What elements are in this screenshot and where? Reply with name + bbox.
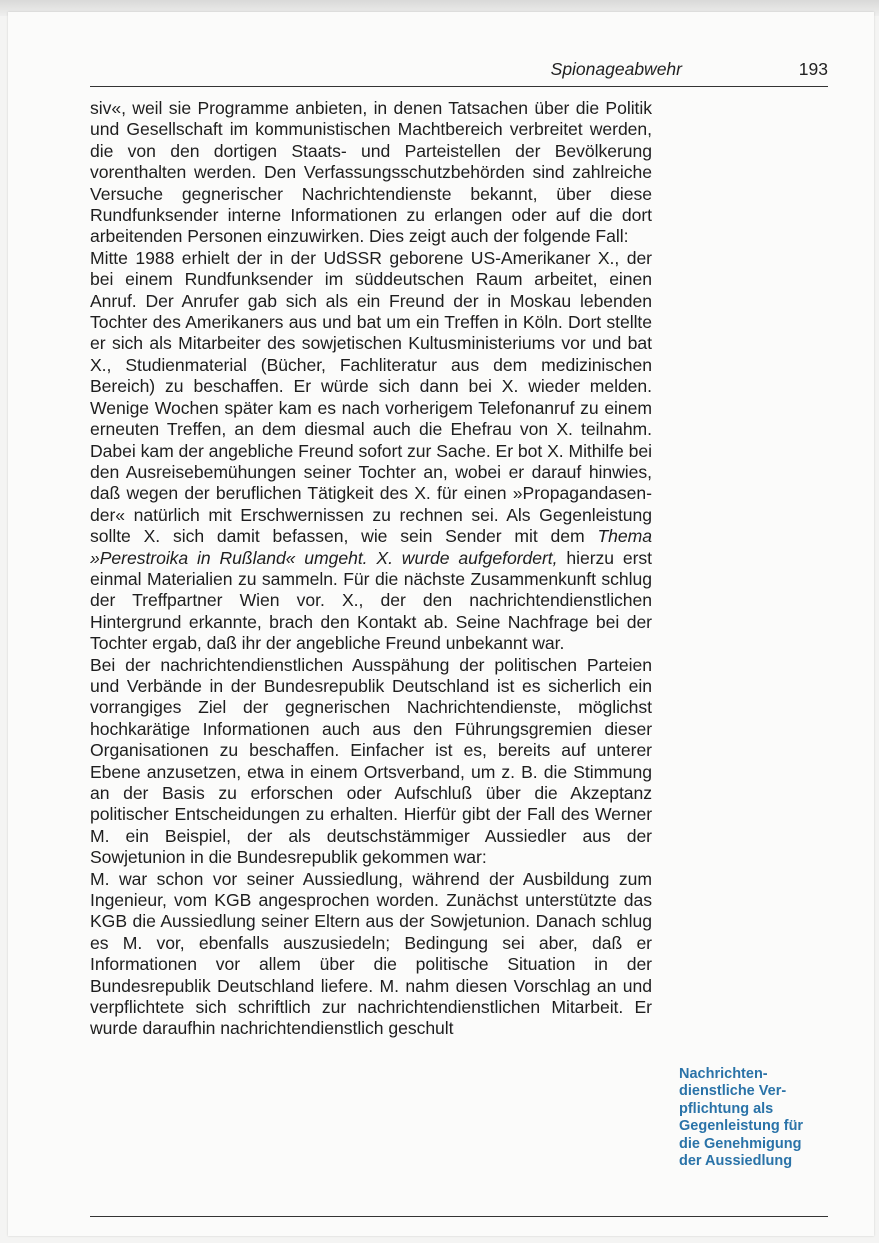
paragraph: siv«, weil sie Programme anbieten, in denen Tatsachen über die Politik und Gesellschaft im kommunistischen Machtbereich verbreitet werden, die von den dortigen Staats- und Parteistellen der Bevölkerung vorenthalten werden. Den Verfassungsschutzbehörden sind zahlreiche Versuche gegnerischer Nachrichtendienste bekannt, über diese Rundfunksender interne Informationen zu erlangen oder auf die dort arbeitenden Personen einzuwirken. Dies zeigt auch der folgende Fall: <box>90 98 652 247</box>
margin-note: Nachrichten- dienstliche Ver- pflichtung als Gegenleistung für die Genehmigung der Aussiedlung <box>679 1066 804 1170</box>
paragraph-text: hierzu erst einmal Materialien zu sammeln. Für die nächste Zusammenkunft schlug der Treffpartner Wien vor. X., der den nachrichtendienstlichen Hintergrund erkannte, brach den Kontakt ab. Seine Nachfrage bei der Tochter ergab, daß ihr der angebliche Freund unbekannt war. <box>90 547 652 654</box>
paragraph: Bei der nachrichtendienstlichen Ausspähung der politischen Parteien und Verbände in der Bundesrepublik Deutschland ist es sicherlich ein vorrangiges Ziel der gegnerischen Nachrichtendienste, möglichst hochkarätige Informationen auch aus den Führungsgremien dieser Organisationen zu beschaffen. Einfacher ist es, bereits auf unterer Ebene anzusetzen, etwa in einem Ortsverband, um z. B. die Stimmung an der Basis zu erforschen oder Aufschluß über die Akzeptanz politischer Entscheidungen zu erhalten. Hierfür gibt der Fall des Werner M. ein Beispiel, der als deutschstämmiger Aussiedler aus der Sowjetunion in die Bundesrepublik gekommen war: <box>90 654 652 868</box>
footer-rule <box>90 1216 828 1217</box>
paragraph: M. war schon vor seiner Aussiedlung, während der Ausbildung zum Ingenieur, vom KGB angesprochen worden. Zunächst unterstützte das KGB die Aussiedlung seiner Eltern aus der Sowjetunion. Danach schlug es M. vor, ebenfalls auszusiedeln; Bedingung sei aber, daß er Informationen vor allem über die politische Situation in der Bundesrepublik Deutschland liefere. M. nahm diesen Vorschlag an und verpflichtete sich schriftlich zur nachrichtendienstlichen Mitarbeit. Er wurde daraufhin nachrichtendienstlich geschult <box>90 868 652 1039</box>
italic-phrase: Thema »Perestroika in Rußland« umgeht. X. wurde aufgefordert, <box>90 526 652 568</box>
paragraph <box>90 248 652 655</box>
header-rule <box>90 86 828 87</box>
body-text <box>90 98 652 1040</box>
page-number: 193 <box>798 59 828 79</box>
running-title: Spionageabwehr <box>550 59 682 79</box>
paragraph-text: Mitte 1988 erhielt der in der UdSSR geborene US-Amerikaner X., der bei einem Rundfunksender im süddeutschen Raum arbeitet, einen Anruf. Der Anrufer gab sich als ein Freund der in Moskau lebenden Tochter des Amerikaners aus und bat um ein Treffen in Köln. Dort stellte er sich als Mitarbeiter des sowjetischen Kultusministeriums vor und bat X., Studienmaterial (Bücher, Fachliteratur aus dem medizinischen Bereich) zu beschaffen. Er würde sich dann bei X. wieder melden. Wenige Wochen später kam es nach vorherigem Telefonanruf zu einem erneuten Treffen, an dem diesmal auch die Ehefrau von X. teilnahm. Dabei kam der angebliche Freund sofort zur Sache. Er bot X. Mithilfe bei den Ausreisebemühungen seiner Tochter an, wobei er darauf hinwies, daß wegen der beruflichen Tätigkeit des X. für einen »Propagandasender« natürlich mit Erschwernissen zu rechnen sei. Als Gegenleistung sollte X. sich damit befassen, wie sein Sender mit dem <box>90 247 652 547</box>
running-head <box>90 59 828 85</box>
